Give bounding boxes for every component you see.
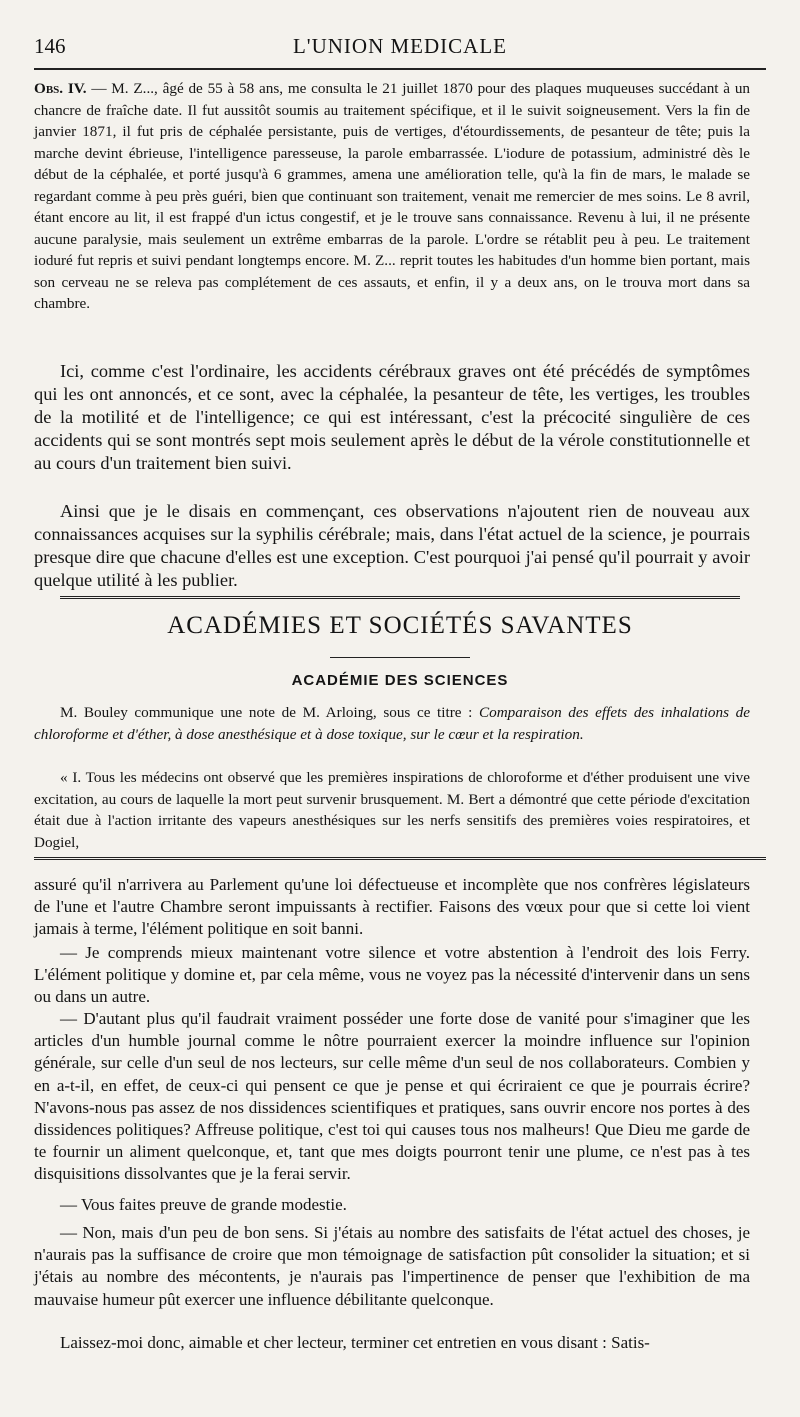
feuilleton-paragraph-4: — Vous faites preuve de grande modestie.	[60, 1195, 347, 1214]
feuilleton-paragraph-2: — Je comprends mieux maintenant votre silence et votre abstention à l'endroit des lois Ferry. L'élément politique y domine et, par cela même, vous ne voyez pas la nécessité d'intervenir dans un sens ou dans un autre.	[34, 943, 750, 1007]
academy-note-title: Comparaison des effets des inhalations de chloroforme et d'éther, à dose anesthésique et à dose toxique, sur le cœur et la respiration.	[34, 704, 750, 743]
page-number: 146	[34, 34, 66, 58]
section-subtitle: ACADÉMIE DES SCIENCES	[291, 672, 509, 689]
academy-intro-text: M. Bouley communique une note de M. Arloing, sous ce titre :	[60, 704, 479, 721]
feuilleton-paragraph-6: Laissez-moi donc, aimable et cher lecteur, terminer cet entretien en vous disant : Satis-	[60, 1333, 650, 1352]
observation-text: — M. Z..., âgé de 55 à 58 ans, me consulta le 21 juillet 1870 pour des plaques muqueuses succédant à un chancre de fraîche date. Il fut aussitôt soumis au traitement spécifique, et il le suivit soigneusement. Vers la fin de janvier 1871, il fut pris de céphalée persistante, puis de vertiges, d'étourdissements, de pesanteur de tête; puis la marche devint ébrieuse, l'intelligence paresseuse, la parole embarrassée. L'iodure de potassium, administré dès le début de la céphalée, et porté jusqu'à 6 grammes, amena une amélioration telle, qu'à la fin de mars, le malade se regardant comme à peu près guéri, bien que continuant son traitement, venait me remercier de mes soins. Le 8 avril, étant encore au lit, il est frappé d'un ictus congestif, et je le trouve sans connaissance. Revenu à lui, il ne présente aucune paralysie, mais seulement un extrême embarras de la parole. L'ordre se rétablit peu à peu. Le traitement ioduré fut repris et suivi pendant longtemps encore. M. Z... reprit toutes les habitudes d'un homme bien portant, mais son cerveau ne se releva pas complétement de ces assauts, et enfin, il y a deux ans, on le trouva mort dans sa chambre.	[34, 80, 751, 312]
commentary-paragraph-1: Ici, comme c'est l'ordinaire, les accidents cérébraux graves ont été précédés de symptômes qui les ont annoncés, et ce sont, avec la céphalée, la pesanteur de tête, les vertiges, les troubles de la motilité et de l'intelligence; ce qui est intéressant, c'est la précocité singulière de ces accidents qui se sont montrés sept mois seulement après le début de la vérole constitutionnelle et au cours d'un traitement bien suivi.	[34, 361, 750, 473]
section-title: ACADÉMIES ET SOCIÉTÉS SAVANTES	[167, 612, 633, 639]
commentary-paragraph-2: Ainsi que je le disais en commençant, ces observations n'ajoutent rien de nouveau aux connaissances acquises sur la syphilis cérébrale; mais, dans l'état actuel de la science, je pourrais presque dire que chacune d'elles est une exception. C'est pourquoi j'ai pensé qu'il pourrait y avoir quelque utilité à les publier.	[34, 501, 750, 590]
journal-title: L'UNION MEDICALE	[292, 34, 507, 58]
section-divider	[60, 596, 740, 599]
running-head	[34, 34, 766, 64]
feuilleton-paragraph-1: assuré qu'il n'arrivera au Parlement qu'une loi défectueuse et incomplète que nos confrères législateurs de l'une et l'autre Chambre seront impuissants à rectifier. Faisons des vœux pour que si cette loi vient jamais à terme, l'élément politique en soit banni.	[34, 875, 750, 939]
academy-paragraph: « I. Tous les médecins ont observé que les premières inspirations de chloroforme et d'éther produisent une vive excitation, au cours de laquelle la mort peut survenir brusquement. M. Bert a démontré que cette période d'excitation était due à l'action irritante des vapeurs anesthésiques sur les nerfs sensitifs des premières voies respiratoires, et Dogiel,	[34, 769, 750, 851]
academy-intro	[34, 702, 750, 745]
section-short-rule	[330, 657, 470, 658]
observation-paragraph	[34, 78, 750, 315]
feuilleton-divider	[34, 857, 766, 860]
header-rule	[34, 68, 766, 70]
feuilleton-paragraph-5: — Non, mais d'un peu de bon sens. Si j'étais au nombre des satisfaits de l'état actuel des choses, je n'aurais pas la suffisance de croire que mon témoignage de satisfaction pût consolider la situation; et si j'étais au nombre des mécontents, je n'aurais pas l'impertinence de penser que l'exhibition de ma mauvaise humeur pût exercer une influence débilitante quelconque.	[34, 1223, 750, 1309]
feuilleton-paragraph-3: — D'autant plus qu'il faudrait vraiment posséder une forte dose de vanité pour s'imaginer que les articles d'un humble journal comme le nôtre pourraient exercer la moindre influence sur l'opinion générale, sur celle d'un seul de nos lecteurs, sur celle même d'un seul de nos collaborateurs. Combien y en a-t-il, en effet, de ceux-ci qui pensent ce que je pense et qui écriraient ce que je pourrais écrire? N'avons-nous pas assez de nos dissidences scientifiques et pratiques, sans ouvrir encore nos portes à des dissidences politiques? Affreuse politique, c'est toi qui causes tous nos malheurs! Que Dieu me garde de te fournir un aliment quelconque, et, tant que mes doigts pourront tenir une plume, ce n'est pas à tes disquisitions dissolvantes que je la ferai servir.	[34, 1009, 750, 1184]
observation-label: Obs. IV.	[34, 80, 87, 97]
